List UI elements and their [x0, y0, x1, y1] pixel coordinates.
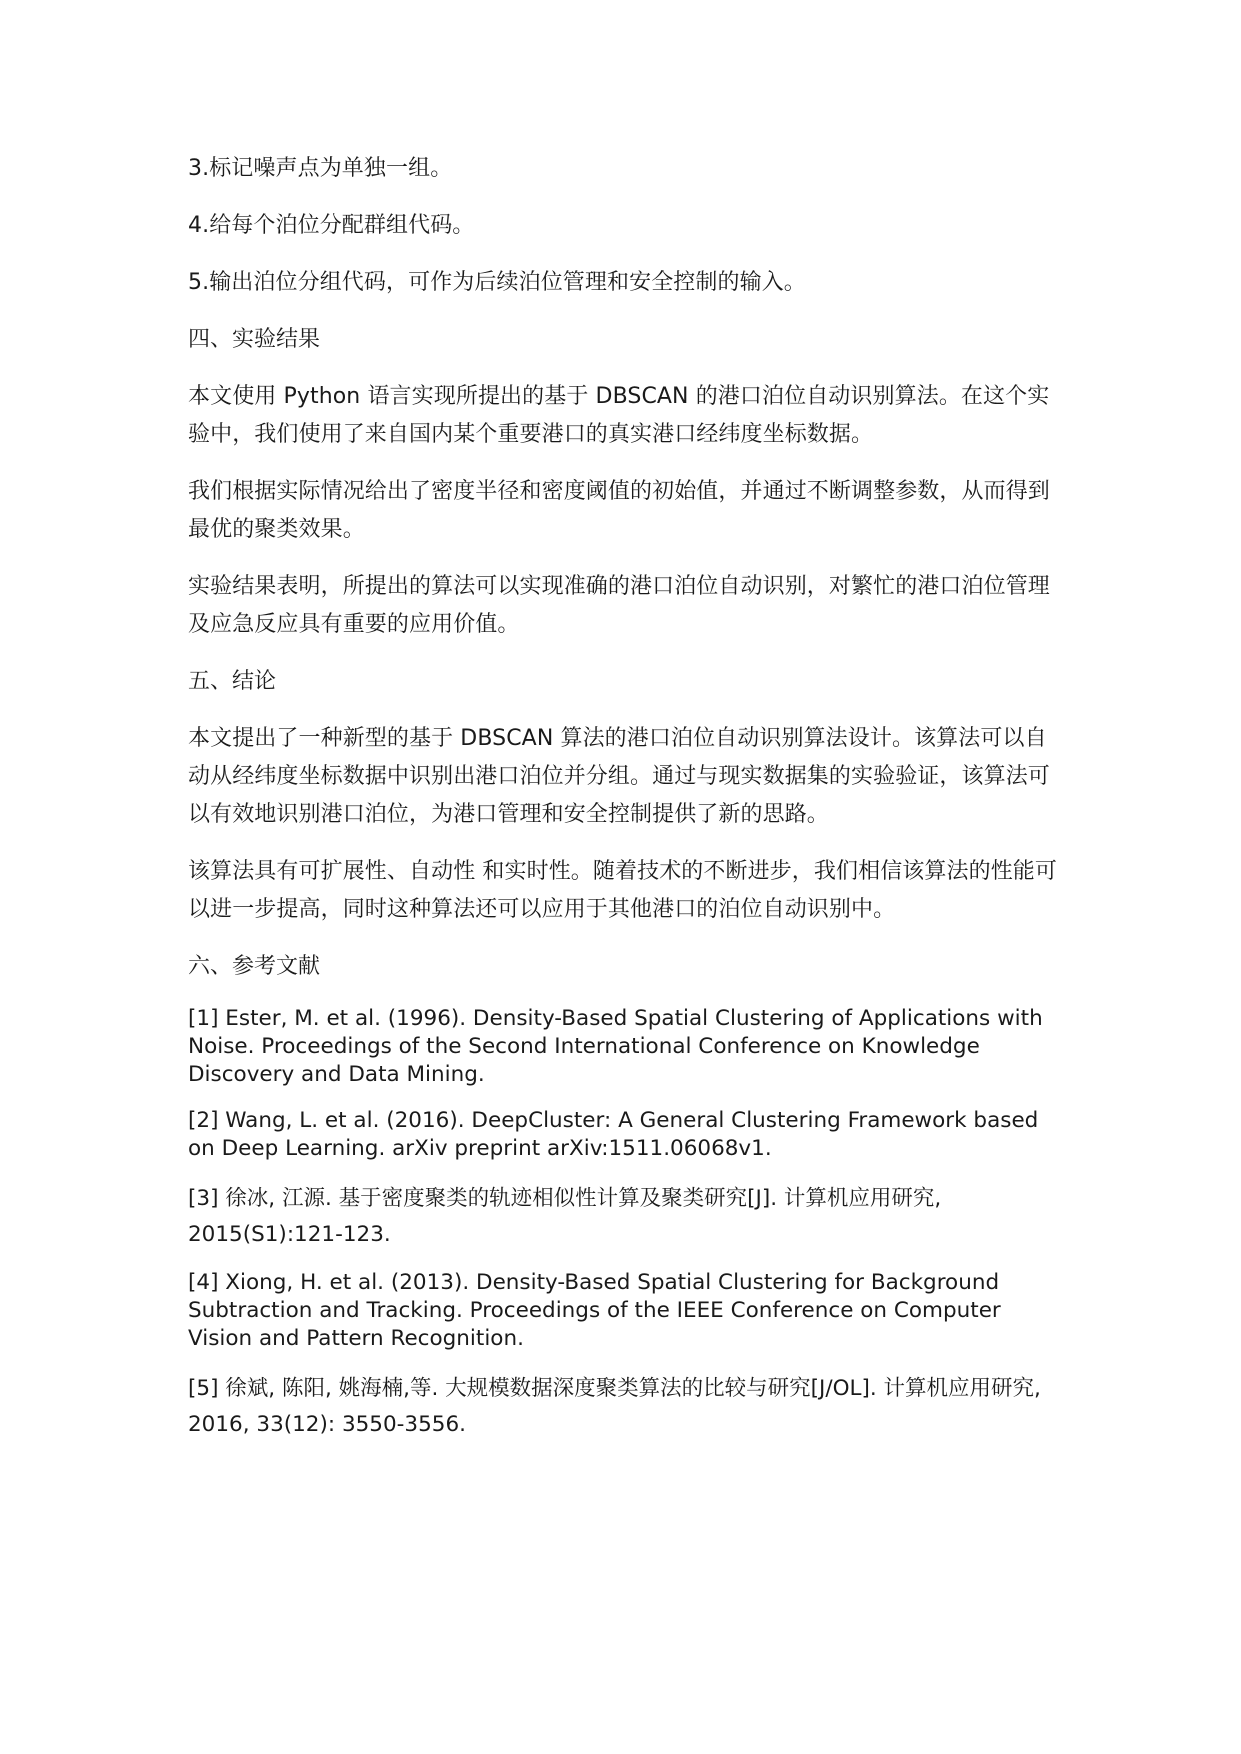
- section-heading-conclusion: 五、结论: [188, 669, 277, 694]
- step-5: 5.输出泊位分组代码，可作为后续泊位管理和安全控制的输入。: [188, 270, 806, 295]
- reference-4: [4] Xiong, H. et al. (2013). Density-Based Spatial Clustering for Background Subtraction and Tracking. Proceedings of the IEEE Conference on Computer Vision and Pattern Recognition.: [188, 1270, 1001, 1351]
- reference-3: [3] 徐冰, 江源. 基于密度聚类的轨迹相似性计算及聚类研究[J]. 计算机应用研究, 2015(S1):121-123.: [188, 1186, 942, 1247]
- conclusion-paragraph-2: 该算法具有可扩展性、自动性 和实时性。随着技术的不断进步，我们相信该算法的性能可以进一步提高，同时这种算法还可以应用于其他港口的泊位自动识别中。: [188, 859, 1057, 922]
- section-heading-results: 四、实验结果: [188, 327, 321, 352]
- reference-1: [1] Ester, M. et al. (1996). Density-Based Spatial Clustering of Applications with Noise. Proceedings of the Second International Conference on Knowledge Discovery and Data Mining.: [188, 1006, 1043, 1087]
- step-4: 4.给每个泊位分配群组代码。: [188, 213, 475, 238]
- results-paragraph-3: 实验结果表明，所提出的算法可以实现准确的港口泊位自动识别，对繁忙的港口泊位管理及应急反应具有重要的应用价值。: [188, 574, 1050, 637]
- step-3: 3.标记噪声点为单独一组。: [188, 156, 453, 181]
- results-paragraph-1: 本文使用 Python 语言实现所提出的基于 DBSCAN 的港口泊位自动识别算法。在这个实验中，我们使用了来自国内某个重要港口的真实港口经纬度坐标数据。: [188, 384, 1050, 447]
- reference-2: [2] Wang, L. et al. (2016). DeepCluster: A General Clustering Framework based on Deep Learning. arXiv preprint arXiv:1511.06068v1.: [188, 1108, 1039, 1161]
- results-paragraph-2: 我们根据实际情况给出了密度半径和密度阈值的初始值，并通过不断调整参数，从而得到最优的聚类效果。: [188, 479, 1050, 542]
- conclusion-paragraph-1: 本文提出了一种新型的基于 DBSCAN 算法的港口泊位自动识别算法设计。该算法可以自动从经纬度坐标数据中识别出港口泊位并分组。通过与现实数据集的实验验证，该算法可以有效地识别港口泊位，为港口管理和安全控制提供了新的思路。: [188, 726, 1050, 827]
- section-heading-references: 六、参考文献: [188, 954, 321, 979]
- document-page: [188, 150, 1058, 1459]
- reference-5: [5] 徐斌, 陈阳, 姚海楠,等. 大规模数据深度聚类算法的比较与研究[J/OL]. 计算机应用研究, 2016, 33(12): 3550-3556.: [188, 1376, 1041, 1437]
